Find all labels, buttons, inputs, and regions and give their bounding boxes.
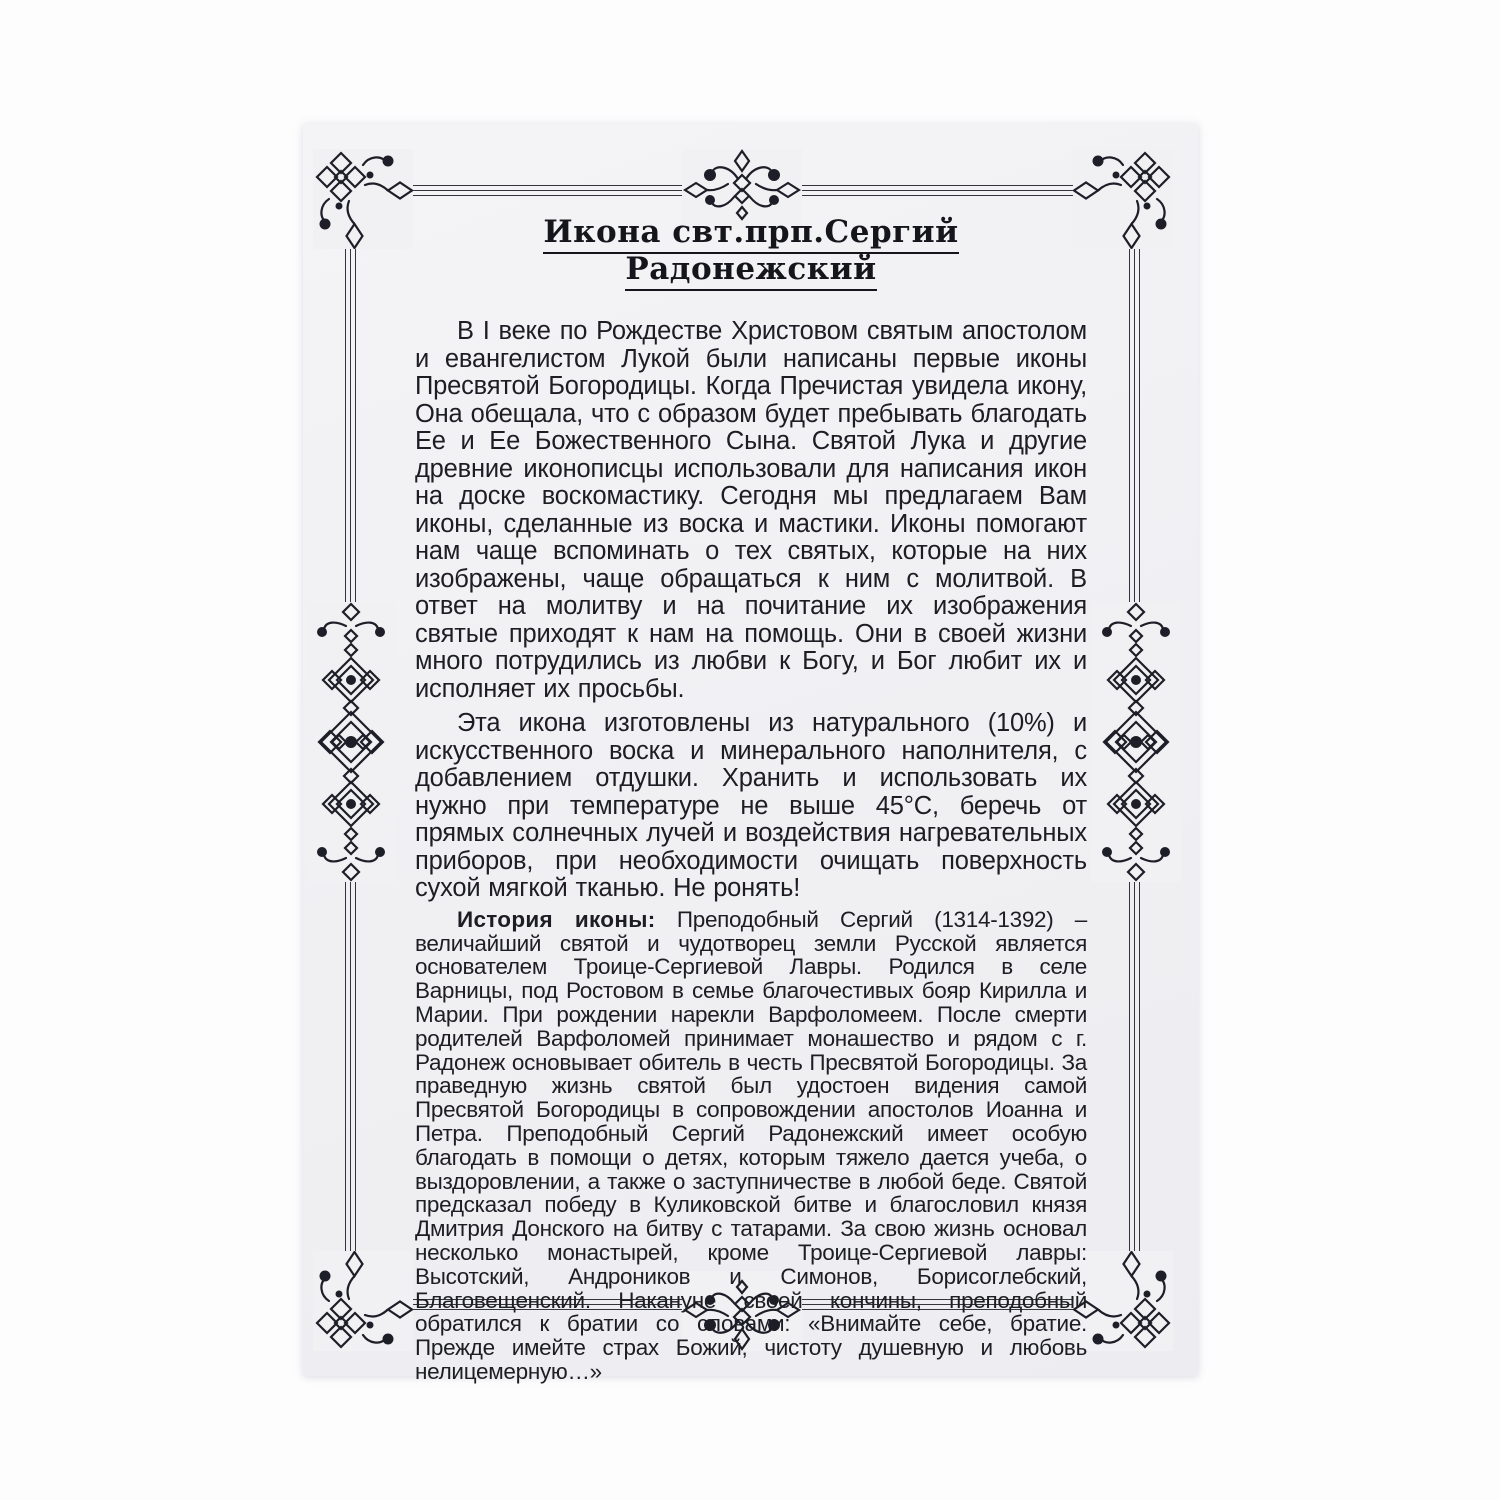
- corner-ornament-bottom-left-icon: [313, 1251, 413, 1351]
- paragraph-care-instructions: Эта икона изготовлены из натурального (10%) и искусственного воска и минерального наполнителя, с добавлением отдушки. Хранить и использовать их нужно при температуре не выше 45°С, беречь от прямых солнечных лучей и воздействия нагревательных приборов, при необходимости очищать поверхность сухой мягкой тканью. Не ронять!: [415, 709, 1087, 903]
- icon-history-heading: История иконы:: [457, 906, 656, 932]
- paper-sheet: [303, 124, 1198, 1385]
- corner-ornament-top-left-icon: [313, 149, 413, 249]
- side-ornament-right-icon: [1091, 602, 1181, 882]
- page-title: [415, 214, 1087, 288]
- page-title-text: Икона свт.прп.Сергий Радонежский: [543, 214, 958, 291]
- corner-ornament-bottom-right-icon: [1073, 1251, 1173, 1351]
- side-ornament-left-icon: [306, 602, 396, 882]
- paragraph-icon-history: [415, 908, 1087, 1384]
- corner-ornament-top-right-icon: [1073, 149, 1173, 249]
- icon-history-text: Преподобный Сергий (1314-1392) – величайший святой и чудотворец земли Русской является основателем Троице-Сергиевой Лавры. Родился в селе Варницы, под Ростовом в семье благочестивых бояр Кирилла и Марии. При рождении нарекли Варфоломеем. После смерти родителей Варфоломей принимает монашество и рядом с г. Радонеж основывает обитель в честь Пресвятой Богородицы. За праведную жизнь святой был удостоен видения самой Пресвятой Богородицы в сопровождении апостолов Иоанна и Петра. Преподобный Сергий Радонежский имеет особую благодать в помощи о детях, которым тяжело дается учеба, о выздоровлении, а также о заступничестве в любой беде. Святой предсказал победу в Куликовской битве и благословил князя Дмитрия Донского на битву с татарами. За свою жизнь основал несколько монастырей, кроме Троице-Сергиевой лавры: Высотский, Андроников и Симонов, Борисоглебский, Благовещенский. Накануне своей кончины, преподобный обратился к братии со словами: «Внимайте себе, братие. Прежде имейте страх Божий, чистоту душевную и любовь нелицемерную…»: [415, 906, 1087, 1385]
- paragraph-history-of-icons: В I веке по Рождестве Христовом святым апостолом и евангелистом Лукой были написаны первые иконы Пресвятой Богородицы. Когда Пречистая увидела икону, Она обещала, что с образом будет пребывать благодать Ее и Ее Божественного Сына. Святой Лука и другие древние иконописцы использовали для написания икон на доске воскомастику. Сегодня мы предлагаем Вам иконы, сделанные из воска и мастики. Иконы помогают нам чаще вспоминать о тех святых, которые на них изображены, чаще обращаться к ним с молитвой. В ответ на молитву и на почитание их изображения святые приходят к нам на помощь. Они в своей жизни много потрудились из любви к Богу, и Бог любит их и исполняет их просьбы.: [415, 317, 1087, 703]
- leaflet-text-block: [415, 214, 1087, 1384]
